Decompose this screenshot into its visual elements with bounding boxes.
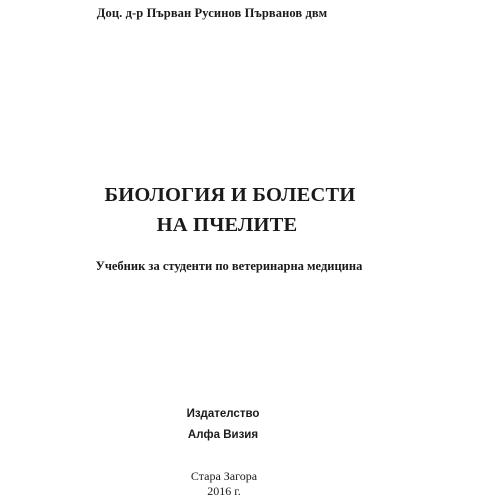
imprint-city: Стара Загора — [190, 469, 258, 483]
publisher-label: Издателство — [186, 408, 260, 420]
book-title-line-2: НА ПЧЕЛИТЕ — [156, 214, 298, 236]
publisher-name: Алфа Визия — [187, 429, 259, 441]
imprint-year: 2016 г. — [207, 484, 241, 498]
book-subtitle: Учебник за студенти по ветеринарна медицина — [95, 259, 363, 273]
book-title-line-1: БИОЛОГИЯ И БОЛЕСТИ — [104, 184, 356, 206]
author-name: Доц. д-р Първан Русинов Първанов двм — [96, 6, 328, 20]
